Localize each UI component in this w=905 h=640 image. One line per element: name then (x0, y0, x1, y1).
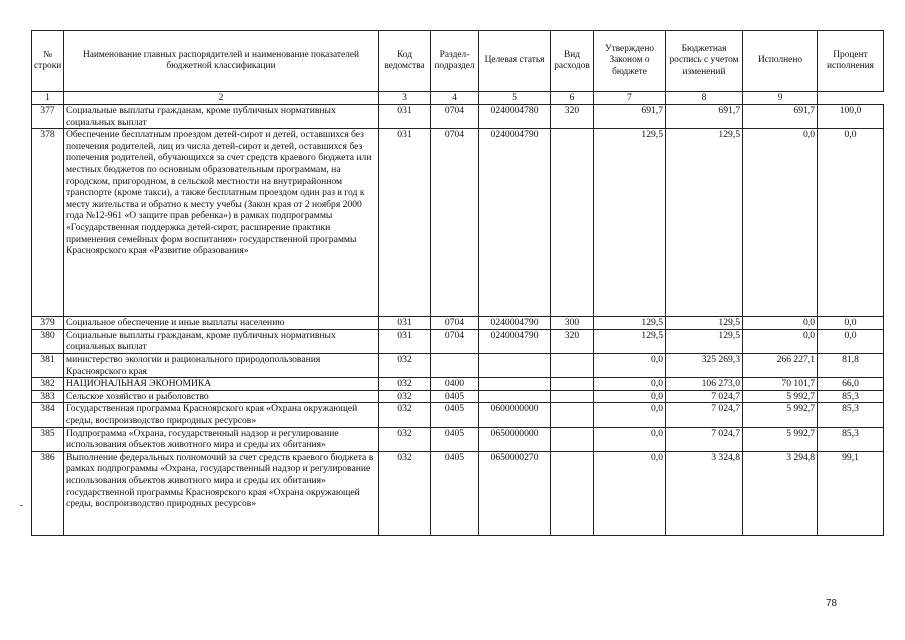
row-target-article (479, 390, 551, 403)
row-budget-list: 7 024,7 (666, 403, 743, 427)
row-name: Социальное обеспечение и иные выплаты населению (64, 317, 379, 330)
row-section: 0704 (431, 317, 479, 330)
row-number: 382 (32, 378, 64, 391)
row-dept-code: 032 (379, 403, 431, 427)
header-row-number: № строки (32, 31, 64, 92)
row-number: 378 (32, 129, 64, 317)
column-number-row (32, 92, 884, 105)
row-percent: 85,3 (818, 390, 884, 403)
row-name: Подпрограмма «Охрана, государственный надзор и регулирование использования объектов животного мира и среды их обитания» (64, 427, 379, 451)
row-percent: 100,0 (818, 105, 884, 129)
row-budget-list: 7 024,7 (666, 427, 743, 451)
column-number: 2 (64, 92, 379, 105)
row-target-article: 0650000270 (479, 451, 551, 535)
row-budget-list: 129,5 (666, 129, 743, 317)
budget-execution-table (31, 30, 884, 536)
row-section: 0405 (431, 403, 479, 427)
row-expense-type: 320 (551, 105, 594, 129)
row-expense-type (551, 390, 594, 403)
row-executed: 70 101,7 (743, 378, 818, 391)
page-number: 78 (826, 598, 838, 609)
row-percent: 0,0 (818, 329, 884, 353)
row-target-article: 0240004790 (479, 129, 551, 317)
row-budget-list: 691,7 (666, 105, 743, 129)
row-executed: 0,0 (743, 129, 818, 317)
row-dept-code: 032 (379, 353, 431, 377)
row-percent: 0,0 (818, 317, 884, 330)
row-approved: 0,0 (594, 451, 666, 535)
table-row (32, 390, 884, 403)
row-dept-code: 032 (379, 378, 431, 391)
row-expense-type: 300 (551, 317, 594, 330)
column-number: 6 (551, 92, 594, 105)
header-expense-type: Вид расходов (551, 31, 594, 92)
row-name: Обеспечение бесплатным проездом детей-сирот и детей, оставшихся без попечения родителей, лиц из числа детей-сирот и детей, оставшихся без попечения родителей, обучающихся за счет средств краевого бюджета или местных бюджетов по основным образовательным программам, на городском, пригородном, в сельской местности на внутрирайонном транспорте (кроме такси), а также бесплатным проездом один раз в год к месту жительства и обратно к месту учебы (Закон края от 2 ноября 2000 года №12-961 «О защите прав ребенка») в рамках подпрограммы «Государственная поддержка детей-сирот, расширение практики применения семейных форм воспитания» государственной программы Красноярского края «Развитие образования» (64, 129, 379, 317)
row-executed: 5 992,7 (743, 427, 818, 451)
row-approved: 0,0 (594, 403, 666, 427)
table-row (32, 378, 884, 391)
header-dept-code: Код ведомства (379, 31, 431, 92)
row-approved: 129,5 (594, 129, 666, 317)
row-name: министерство экологии и рационального природопользования Красноярского края (64, 353, 379, 377)
row-dept-code: 031 (379, 329, 431, 353)
row-number: 380 (32, 329, 64, 353)
row-approved: 129,5 (594, 329, 666, 353)
row-section: 0405 (431, 427, 479, 451)
row-executed: 0,0 (743, 317, 818, 330)
row-expense-type (551, 129, 594, 317)
row-budget-list: 3 324,8 (666, 451, 743, 535)
table-row (32, 451, 884, 535)
row-number: 377 (32, 105, 64, 129)
row-expense-type (551, 353, 594, 377)
column-number: 7 (594, 92, 666, 105)
row-percent: 0,0 (818, 129, 884, 317)
row-budget-list: 106 273,0 (666, 378, 743, 391)
column-number: 1 (32, 92, 64, 105)
row-executed: 0,0 (743, 329, 818, 353)
row-name: Сельское хозяйство и рыболовство (64, 390, 379, 403)
row-section: 0405 (431, 451, 479, 535)
row-executed: 3 294,8 (743, 451, 818, 535)
row-number: 385 (32, 427, 64, 451)
row-target-article: 0600000000 (479, 403, 551, 427)
row-number: 383 (32, 390, 64, 403)
row-number: 386 (32, 451, 64, 535)
row-executed: 5 992,7 (743, 390, 818, 403)
table-row (32, 129, 884, 317)
row-name: Социальные выплаты гражданам, кроме публичных нормативных социальных выплат (64, 105, 379, 129)
column-number: 3 (379, 92, 431, 105)
row-name: Социальные выплаты гражданам, кроме публичных нормативных социальных выплат (64, 329, 379, 353)
header-budget-list: Бюджетная роспись с учетом изменений (666, 31, 743, 92)
row-percent: 99,1 (818, 451, 884, 535)
row-name: НАЦИОНАЛЬНАЯ ЭКОНОМИКА (64, 378, 379, 391)
row-expense-type (551, 427, 594, 451)
row-section: 0704 (431, 105, 479, 129)
header-approved: Утверждено Законом о бюджете (594, 31, 666, 92)
margin-mark (20, 505, 23, 506)
row-target-article (479, 378, 551, 391)
row-percent: 66,0 (818, 378, 884, 391)
row-dept-code: 032 (379, 427, 431, 451)
table-row (32, 329, 884, 353)
row-executed: 266 227,1 (743, 353, 818, 377)
row-budget-list: 325 269,3 (666, 353, 743, 377)
row-percent: 85,3 (818, 427, 884, 451)
table-row (32, 427, 884, 451)
row-number: 384 (32, 403, 64, 427)
row-approved: 0,0 (594, 390, 666, 403)
row-expense-type (551, 403, 594, 427)
row-budget-list: 129,5 (666, 329, 743, 353)
table-row (32, 353, 884, 377)
header-name: Наименование главных распорядителей и наименование показателей бюджетной классификации (64, 31, 379, 92)
table-row (32, 105, 884, 129)
row-target-article: 0240004790 (479, 317, 551, 330)
row-approved: 0,0 (594, 353, 666, 377)
row-dept-code: 031 (379, 105, 431, 129)
row-section: 0704 (431, 129, 479, 317)
row-number: 379 (32, 317, 64, 330)
row-target-article: 0240004780 (479, 105, 551, 129)
header-executed: Исполнено (743, 31, 818, 92)
table-header-row (32, 31, 884, 92)
row-dept-code: 032 (379, 451, 431, 535)
row-executed: 5 992,7 (743, 403, 818, 427)
header-section: Раздел-подраздел (431, 31, 479, 92)
row-number: 381 (32, 353, 64, 377)
row-expense-type (551, 451, 594, 535)
row-approved: 691,7 (594, 105, 666, 129)
row-approved: 129,5 (594, 317, 666, 330)
row-target-article (479, 353, 551, 377)
header-target-article: Целевая статья (479, 31, 551, 92)
row-name: Государственная программа Красноярского края «Охрана окружающей среды, воспроизводство природных ресурсов» (64, 403, 379, 427)
column-number: 8 (666, 92, 743, 105)
row-section: 0704 (431, 329, 479, 353)
row-section (431, 353, 479, 377)
row-approved: 0,0 (594, 427, 666, 451)
row-executed: 691,7 (743, 105, 818, 129)
row-percent: 81,8 (818, 353, 884, 377)
row-approved: 0,0 (594, 378, 666, 391)
row-budget-list: 129,5 (666, 317, 743, 330)
row-name: Выполнение федеральных полномочий за счет средств краевого бюджета в рамках подпрограммы «Охрана, государственный надзор и регулирование использования объектов животного мира и среды их обитания» государственной программы Красноярского края «Охрана окружающей среды, воспроизводство природных ресурсов» (64, 451, 379, 535)
row-dept-code: 031 (379, 317, 431, 330)
row-dept-code: 032 (379, 390, 431, 403)
column-number: 9 (743, 92, 818, 105)
row-budget-list: 7 024,7 (666, 390, 743, 403)
row-target-article: 0240004790 (479, 329, 551, 353)
header-percent: Процент исполнения (818, 31, 884, 92)
row-percent: 85,3 (818, 403, 884, 427)
row-dept-code: 031 (379, 129, 431, 317)
row-expense-type: 320 (551, 329, 594, 353)
column-number: 4 (431, 92, 479, 105)
column-number: 5 (479, 92, 551, 105)
row-expense-type (551, 378, 594, 391)
row-target-article: 0650000000 (479, 427, 551, 451)
row-section: 0405 (431, 390, 479, 403)
row-section: 0400 (431, 378, 479, 391)
table-row (32, 403, 884, 427)
table-row (32, 317, 884, 330)
